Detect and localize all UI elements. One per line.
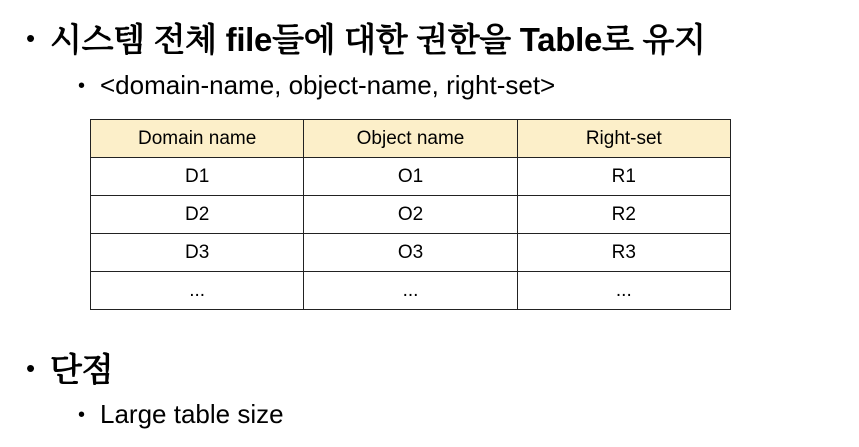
sub-bullet-text: <domain-name, object-name, right-set>: [100, 70, 556, 100]
table-cell: ...: [91, 272, 304, 310]
table-cell: ...: [517, 272, 730, 310]
bullet-text: 시스템 전체 file들에 대한 권한을 Table로 유지: [50, 21, 706, 58]
access-table: [90, 119, 731, 310]
bullet-dot: •: [26, 352, 36, 383]
table-cell: D3: [91, 234, 304, 272]
bullet-dot: •: [78, 403, 86, 426]
sub-bullet-tuple: [78, 70, 555, 101]
bullet-dot: •: [78, 74, 86, 97]
table-row: [91, 158, 731, 196]
header-right-set: Right-set: [517, 120, 730, 158]
table-cell: ...: [304, 272, 517, 310]
table-cell: R1: [517, 158, 730, 196]
sub-bullet-table-size: [78, 399, 284, 430]
table-cell: O2: [304, 196, 517, 234]
header-domain-name: Domain name: [91, 120, 304, 158]
table-cell: R3: [517, 234, 730, 272]
table-cell: D1: [91, 158, 304, 196]
header-object-name: Object name: [304, 120, 517, 158]
table-cell: O3: [304, 234, 517, 272]
table-header-row: [91, 120, 731, 158]
table-row: [91, 272, 731, 310]
table-row: [91, 234, 731, 272]
bullet-dot: •: [26, 22, 36, 53]
table-cell: O1: [304, 158, 517, 196]
table-row: [91, 196, 731, 234]
table-cell: R2: [517, 196, 730, 234]
bullet-access-table: [26, 14, 706, 61]
bullet-disadvantage: [26, 344, 113, 391]
table-cell: D2: [91, 196, 304, 234]
sub-bullet-text: Large table size: [100, 399, 284, 429]
bullet-text: 단점: [50, 351, 114, 388]
